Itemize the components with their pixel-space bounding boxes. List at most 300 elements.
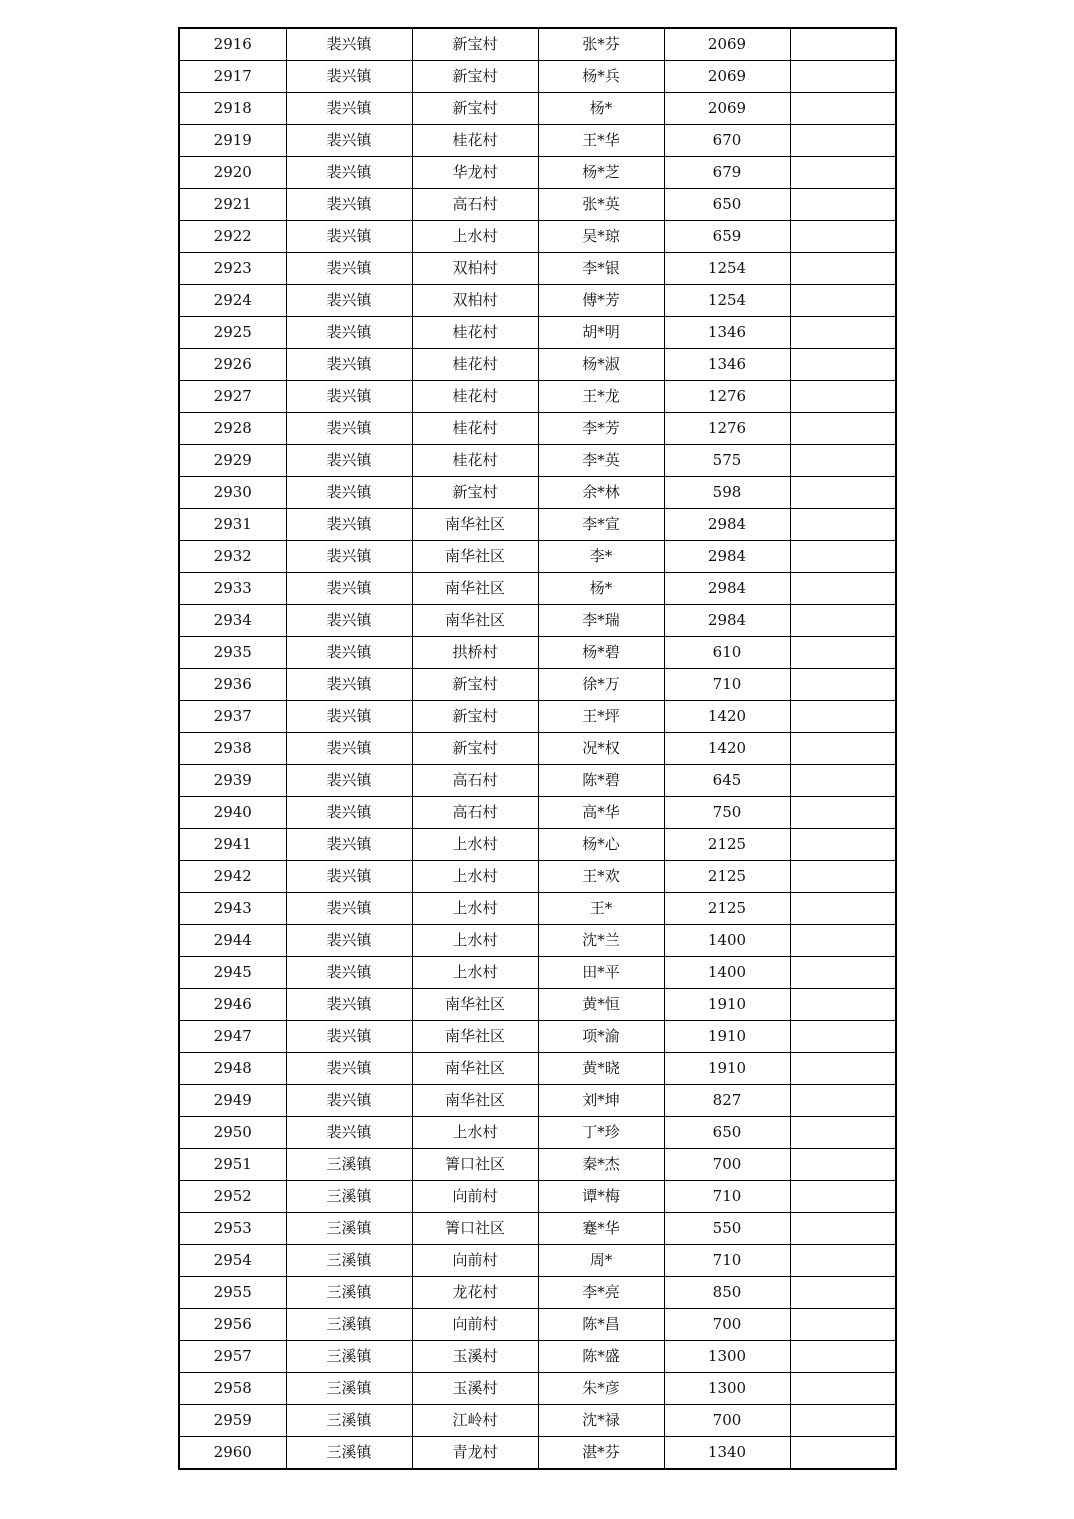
table-row (179, 1437, 896, 1470)
table-row (179, 541, 896, 573)
amount-cell: 1346 (664, 349, 790, 381)
table-row (179, 1245, 896, 1277)
note-cell (790, 1149, 896, 1181)
note-cell (790, 989, 896, 1021)
village-cell: 高石村 (412, 797, 538, 829)
table-row (179, 765, 896, 797)
village-cell: 桂花村 (412, 349, 538, 381)
amount-cell: 2069 (664, 61, 790, 93)
row-number: 2952 (179, 1181, 286, 1213)
village-cell: 向前村 (412, 1245, 538, 1277)
town-cell: 裴兴镇 (286, 573, 412, 605)
amount-cell: 598 (664, 477, 790, 509)
name-cell: 杨*碧 (538, 637, 664, 669)
village-cell: 上水村 (412, 1117, 538, 1149)
town-cell: 裴兴镇 (286, 61, 412, 93)
name-cell: 王*华 (538, 125, 664, 157)
note-cell (790, 1373, 896, 1405)
note-cell (790, 1213, 896, 1245)
village-cell: 向前村 (412, 1181, 538, 1213)
note-cell (790, 1309, 896, 1341)
town-cell: 三溪镇 (286, 1309, 412, 1341)
village-cell: 高石村 (412, 765, 538, 797)
town-cell: 裴兴镇 (286, 1053, 412, 1085)
row-number: 2949 (179, 1085, 286, 1117)
row-number: 2927 (179, 381, 286, 413)
name-cell: 高*华 (538, 797, 664, 829)
town-cell: 裴兴镇 (286, 605, 412, 637)
amount-cell: 2984 (664, 605, 790, 637)
note-cell (790, 1405, 896, 1437)
amount-cell: 1300 (664, 1373, 790, 1405)
village-cell: 双柏村 (412, 285, 538, 317)
name-cell: 秦*杰 (538, 1149, 664, 1181)
amount-cell: 650 (664, 189, 790, 221)
note-cell (790, 285, 896, 317)
town-cell: 三溪镇 (286, 1245, 412, 1277)
town-cell: 裴兴镇 (286, 829, 412, 861)
row-number: 2941 (179, 829, 286, 861)
table-row (179, 509, 896, 541)
village-cell: 新宝村 (412, 701, 538, 733)
village-cell: 上水村 (412, 861, 538, 893)
name-cell: 李*银 (538, 253, 664, 285)
name-cell: 陈*盛 (538, 1341, 664, 1373)
table-row (179, 189, 896, 221)
town-cell: 裴兴镇 (286, 541, 412, 573)
name-cell: 陈*碧 (538, 765, 664, 797)
row-number: 2937 (179, 701, 286, 733)
row-number: 2923 (179, 253, 286, 285)
name-cell: 王*龙 (538, 381, 664, 413)
village-cell: 玉溪村 (412, 1373, 538, 1405)
table-row (179, 28, 896, 61)
row-number: 2953 (179, 1213, 286, 1245)
row-number: 2954 (179, 1245, 286, 1277)
amount-cell: 2984 (664, 509, 790, 541)
table-row (179, 605, 896, 637)
village-cell: 向前村 (412, 1309, 538, 1341)
name-cell: 李*宣 (538, 509, 664, 541)
name-cell: 傅*芳 (538, 285, 664, 317)
name-cell: 沈*兰 (538, 925, 664, 957)
amount-cell: 575 (664, 445, 790, 477)
row-number: 2933 (179, 573, 286, 605)
amount-cell: 1346 (664, 317, 790, 349)
village-cell: 上水村 (412, 925, 538, 957)
row-number: 2938 (179, 733, 286, 765)
note-cell (790, 573, 896, 605)
town-cell: 裴兴镇 (286, 925, 412, 957)
amount-cell: 700 (664, 1149, 790, 1181)
row-number: 2925 (179, 317, 286, 349)
amount-cell: 1276 (664, 381, 790, 413)
table-row (179, 925, 896, 957)
amount-cell: 710 (664, 1181, 790, 1213)
town-cell: 三溪镇 (286, 1213, 412, 1245)
row-number: 2924 (179, 285, 286, 317)
row-number: 2948 (179, 1053, 286, 1085)
name-cell: 周* (538, 1245, 664, 1277)
name-cell: 沈*禄 (538, 1405, 664, 1437)
name-cell: 朱*彦 (538, 1373, 664, 1405)
town-cell: 裴兴镇 (286, 733, 412, 765)
table-row (179, 1181, 896, 1213)
amount-cell: 1276 (664, 413, 790, 445)
amount-cell: 670 (664, 125, 790, 157)
row-number: 2944 (179, 925, 286, 957)
note-cell (790, 637, 896, 669)
row-number: 2956 (179, 1309, 286, 1341)
name-cell: 李*英 (538, 445, 664, 477)
note-cell (790, 541, 896, 573)
table-row (179, 1309, 896, 1341)
name-cell: 李*芳 (538, 413, 664, 445)
village-cell: 箐口社区 (412, 1149, 538, 1181)
table-row (179, 733, 896, 765)
note-cell (790, 1277, 896, 1309)
row-number: 2916 (179, 28, 286, 61)
name-cell: 黄*晓 (538, 1053, 664, 1085)
town-cell: 裴兴镇 (286, 221, 412, 253)
note-cell (790, 829, 896, 861)
town-cell: 裴兴镇 (286, 477, 412, 509)
note-cell (790, 733, 896, 765)
town-cell: 裴兴镇 (286, 157, 412, 189)
note-cell (790, 413, 896, 445)
table-row (179, 253, 896, 285)
table-row (179, 989, 896, 1021)
table-row (179, 1085, 896, 1117)
note-cell (790, 157, 896, 189)
table-row (179, 861, 896, 893)
table-row (179, 1277, 896, 1309)
amount-cell: 2069 (664, 93, 790, 125)
name-cell: 王*欢 (538, 861, 664, 893)
village-cell: 新宝村 (412, 93, 538, 125)
note-cell (790, 509, 896, 541)
amount-cell: 850 (664, 1277, 790, 1309)
name-cell: 杨* (538, 93, 664, 125)
town-cell: 裴兴镇 (286, 413, 412, 445)
town-cell: 裴兴镇 (286, 317, 412, 349)
amount-cell: 2069 (664, 28, 790, 61)
note-cell (790, 797, 896, 829)
town-cell: 裴兴镇 (286, 509, 412, 541)
village-cell: 龙花村 (412, 1277, 538, 1309)
name-cell: 张*芬 (538, 28, 664, 61)
village-cell: 上水村 (412, 893, 538, 925)
table-row (179, 797, 896, 829)
village-cell: 南华社区 (412, 1021, 538, 1053)
name-cell: 杨*兵 (538, 61, 664, 93)
name-cell: 余*林 (538, 477, 664, 509)
name-cell: 李* (538, 541, 664, 573)
amount-cell: 1420 (664, 701, 790, 733)
amount-cell: 2125 (664, 861, 790, 893)
amount-cell: 1910 (664, 989, 790, 1021)
table-row (179, 349, 896, 381)
table-row (179, 1053, 896, 1085)
row-number: 2942 (179, 861, 286, 893)
village-cell: 新宝村 (412, 733, 538, 765)
name-cell: 胡*明 (538, 317, 664, 349)
name-cell: 湛*芬 (538, 1437, 664, 1470)
note-cell (790, 605, 896, 637)
row-number: 2939 (179, 765, 286, 797)
row-number: 2946 (179, 989, 286, 1021)
town-cell: 裴兴镇 (286, 1085, 412, 1117)
town-cell: 裴兴镇 (286, 1117, 412, 1149)
town-cell: 裴兴镇 (286, 93, 412, 125)
row-number: 2955 (179, 1277, 286, 1309)
row-number: 2958 (179, 1373, 286, 1405)
amount-cell: 679 (664, 157, 790, 189)
village-cell: 南华社区 (412, 541, 538, 573)
town-cell: 三溪镇 (286, 1341, 412, 1373)
row-number: 2959 (179, 1405, 286, 1437)
town-cell: 三溪镇 (286, 1181, 412, 1213)
town-cell: 三溪镇 (286, 1437, 412, 1470)
table-row (179, 221, 896, 253)
name-cell: 吴*琼 (538, 221, 664, 253)
village-cell: 新宝村 (412, 669, 538, 701)
amount-cell: 700 (664, 1309, 790, 1341)
table-row (179, 413, 896, 445)
town-cell: 裴兴镇 (286, 893, 412, 925)
name-cell: 李*亮 (538, 1277, 664, 1309)
town-cell: 裴兴镇 (286, 1021, 412, 1053)
table-row (179, 93, 896, 125)
name-cell: 陈*昌 (538, 1309, 664, 1341)
note-cell (790, 93, 896, 125)
table-row (179, 957, 896, 989)
note-cell (790, 1437, 896, 1470)
name-cell: 杨*淑 (538, 349, 664, 381)
roster-table (178, 27, 897, 1470)
amount-cell: 1910 (664, 1053, 790, 1085)
amount-cell: 550 (664, 1213, 790, 1245)
amount-cell: 2125 (664, 829, 790, 861)
row-number: 2960 (179, 1437, 286, 1470)
village-cell: 桂花村 (412, 125, 538, 157)
name-cell: 谭*梅 (538, 1181, 664, 1213)
village-cell: 青龙村 (412, 1437, 538, 1470)
table-row (179, 285, 896, 317)
table-row (179, 157, 896, 189)
row-number: 2950 (179, 1117, 286, 1149)
town-cell: 裴兴镇 (286, 989, 412, 1021)
name-cell: 李*瑞 (538, 605, 664, 637)
village-cell: 桂花村 (412, 413, 538, 445)
amount-cell: 2984 (664, 573, 790, 605)
town-cell: 三溪镇 (286, 1405, 412, 1437)
table-row (179, 893, 896, 925)
table-row (179, 61, 896, 93)
village-cell: 南华社区 (412, 989, 538, 1021)
amount-cell: 700 (664, 1405, 790, 1437)
table-row (179, 381, 896, 413)
note-cell (790, 1181, 896, 1213)
note-cell (790, 125, 896, 157)
row-number: 2917 (179, 61, 286, 93)
amount-cell: 1340 (664, 1437, 790, 1470)
amount-cell: 710 (664, 669, 790, 701)
note-cell (790, 1245, 896, 1277)
note-cell (790, 861, 896, 893)
amount-cell: 610 (664, 637, 790, 669)
name-cell: 丁*珍 (538, 1117, 664, 1149)
row-number: 2929 (179, 445, 286, 477)
table-row (179, 1021, 896, 1053)
town-cell: 裴兴镇 (286, 701, 412, 733)
name-cell: 徐*万 (538, 669, 664, 701)
table-row (179, 317, 896, 349)
town-cell: 裴兴镇 (286, 28, 412, 61)
note-cell (790, 925, 896, 957)
amount-cell: 2984 (664, 541, 790, 573)
amount-cell: 1420 (664, 733, 790, 765)
row-number: 2930 (179, 477, 286, 509)
note-cell (790, 477, 896, 509)
note-cell (790, 253, 896, 285)
row-number: 2945 (179, 957, 286, 989)
name-cell: 田*平 (538, 957, 664, 989)
row-number: 2940 (179, 797, 286, 829)
table-row (179, 1149, 896, 1181)
name-cell: 张*英 (538, 189, 664, 221)
amount-cell: 645 (664, 765, 790, 797)
table-row (179, 637, 896, 669)
amount-cell: 1254 (664, 285, 790, 317)
village-cell: 上水村 (412, 221, 538, 253)
village-cell: 上水村 (412, 829, 538, 861)
table-row (179, 573, 896, 605)
row-number: 2921 (179, 189, 286, 221)
note-cell (790, 28, 896, 61)
town-cell: 裴兴镇 (286, 861, 412, 893)
name-cell: 杨*芝 (538, 157, 664, 189)
amount-cell: 710 (664, 1245, 790, 1277)
village-cell: 拱桥村 (412, 637, 538, 669)
town-cell: 三溪镇 (286, 1277, 412, 1309)
amount-cell: 1400 (664, 957, 790, 989)
table-row (179, 1373, 896, 1405)
row-number: 2920 (179, 157, 286, 189)
table-row (179, 125, 896, 157)
village-cell: 桂花村 (412, 317, 538, 349)
village-cell: 桂花村 (412, 445, 538, 477)
name-cell: 项*渝 (538, 1021, 664, 1053)
note-cell (790, 189, 896, 221)
table-row (179, 669, 896, 701)
town-cell: 三溪镇 (286, 1373, 412, 1405)
note-cell (790, 317, 896, 349)
amount-cell: 659 (664, 221, 790, 253)
village-cell: 高石村 (412, 189, 538, 221)
village-cell: 玉溪村 (412, 1341, 538, 1373)
town-cell: 裴兴镇 (286, 189, 412, 221)
village-cell: 桂花村 (412, 381, 538, 413)
village-cell: 上水村 (412, 957, 538, 989)
name-cell: 况*权 (538, 733, 664, 765)
table-row (179, 477, 896, 509)
village-cell: 双柏村 (412, 253, 538, 285)
note-cell (790, 701, 896, 733)
table-row (179, 1213, 896, 1245)
row-number: 2922 (179, 221, 286, 253)
amount-cell: 1300 (664, 1341, 790, 1373)
row-number: 2932 (179, 541, 286, 573)
amount-cell: 1400 (664, 925, 790, 957)
note-cell (790, 445, 896, 477)
village-cell: 南华社区 (412, 1085, 538, 1117)
note-cell (790, 957, 896, 989)
town-cell: 裴兴镇 (286, 125, 412, 157)
row-number: 2926 (179, 349, 286, 381)
table-row (179, 1405, 896, 1437)
row-number: 2957 (179, 1341, 286, 1373)
row-number: 2931 (179, 509, 286, 541)
town-cell: 三溪镇 (286, 1149, 412, 1181)
town-cell: 裴兴镇 (286, 765, 412, 797)
name-cell: 刘*坤 (538, 1085, 664, 1117)
note-cell (790, 1085, 896, 1117)
village-cell: 新宝村 (412, 28, 538, 61)
note-cell (790, 1021, 896, 1053)
town-cell: 裴兴镇 (286, 957, 412, 989)
row-number: 2943 (179, 893, 286, 925)
name-cell: 杨* (538, 573, 664, 605)
town-cell: 裴兴镇 (286, 253, 412, 285)
village-cell: 南华社区 (412, 573, 538, 605)
row-number: 2936 (179, 669, 286, 701)
row-number: 2918 (179, 93, 286, 125)
village-cell: 新宝村 (412, 61, 538, 93)
amount-cell: 1910 (664, 1021, 790, 1053)
table-row (179, 445, 896, 477)
note-cell (790, 765, 896, 797)
note-cell (790, 381, 896, 413)
village-cell: 新宝村 (412, 477, 538, 509)
note-cell (790, 1117, 896, 1149)
row-number: 2934 (179, 605, 286, 637)
note-cell (790, 669, 896, 701)
town-cell: 裴兴镇 (286, 797, 412, 829)
name-cell: 杨*心 (538, 829, 664, 861)
note-cell (790, 1341, 896, 1373)
name-cell: 王* (538, 893, 664, 925)
amount-cell: 2125 (664, 893, 790, 925)
note-cell (790, 893, 896, 925)
row-number: 2928 (179, 413, 286, 445)
note-cell (790, 61, 896, 93)
village-cell: 南华社区 (412, 1053, 538, 1085)
note-cell (790, 349, 896, 381)
village-cell: 南华社区 (412, 605, 538, 637)
table-row (179, 829, 896, 861)
table-row (179, 1117, 896, 1149)
town-cell: 裴兴镇 (286, 637, 412, 669)
note-cell (790, 221, 896, 253)
table-row (179, 1341, 896, 1373)
row-number: 2947 (179, 1021, 286, 1053)
village-cell: 南华社区 (412, 509, 538, 541)
town-cell: 裴兴镇 (286, 349, 412, 381)
town-cell: 裴兴镇 (286, 669, 412, 701)
roster-body (179, 28, 896, 1469)
row-number: 2935 (179, 637, 286, 669)
